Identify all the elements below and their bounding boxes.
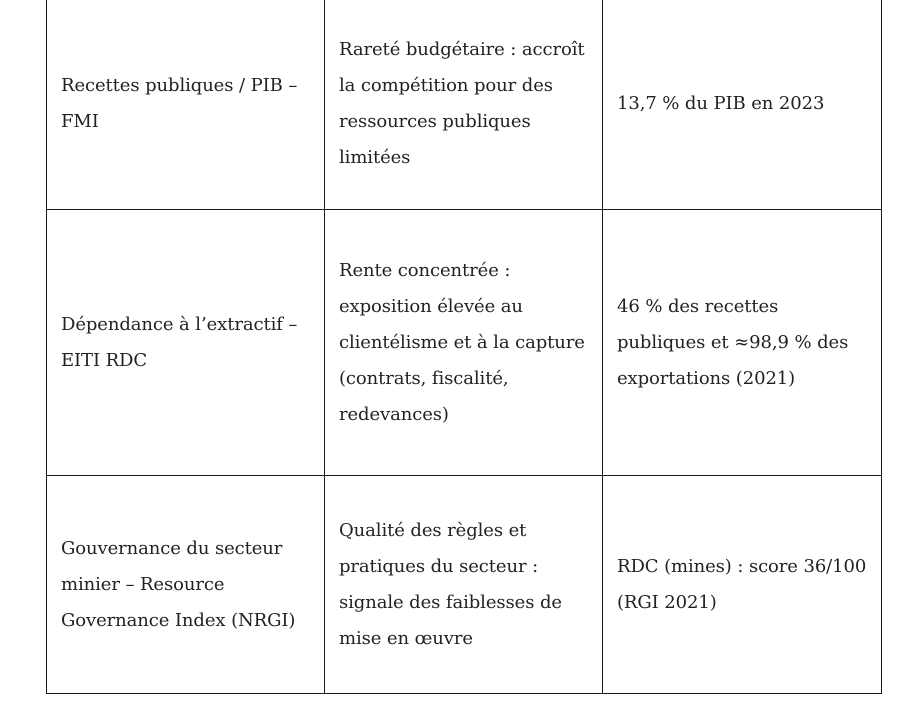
value-cell: 46 % des recettes publiques et ≈98,9 % des exportations (2021) bbox=[603, 210, 882, 476]
table-row bbox=[47, 476, 882, 694]
indicator-cell: Recettes publiques / PIB – FMI bbox=[47, 0, 325, 210]
indicator-cell: Dépendance à l’extractif – EITI RDC bbox=[47, 210, 325, 476]
interpretation-cell: Rente concentrée : exposition élevée au clientélisme et à la capture (contrats, fiscalité, redevances) bbox=[325, 210, 603, 476]
indicators-table bbox=[46, 0, 882, 694]
indicator-cell: Gouvernance du secteur minier – Resource Governance Index (NRGI) bbox=[47, 476, 325, 694]
table-row bbox=[47, 0, 882, 210]
interpretation-cell: Qualité des règles et pratiques du secteur : signale des faiblesses de mise en œuvre bbox=[325, 476, 603, 694]
value-cell: RDC (mines) : score 36/100 (RGI 2021) bbox=[603, 476, 882, 694]
interpretation-cell: Rareté budgétaire : accroît la compétition pour des ressources publiques limitées bbox=[325, 0, 603, 210]
table-row bbox=[47, 210, 882, 476]
value-cell: 13,7 % du PIB en 2023 bbox=[603, 0, 882, 210]
